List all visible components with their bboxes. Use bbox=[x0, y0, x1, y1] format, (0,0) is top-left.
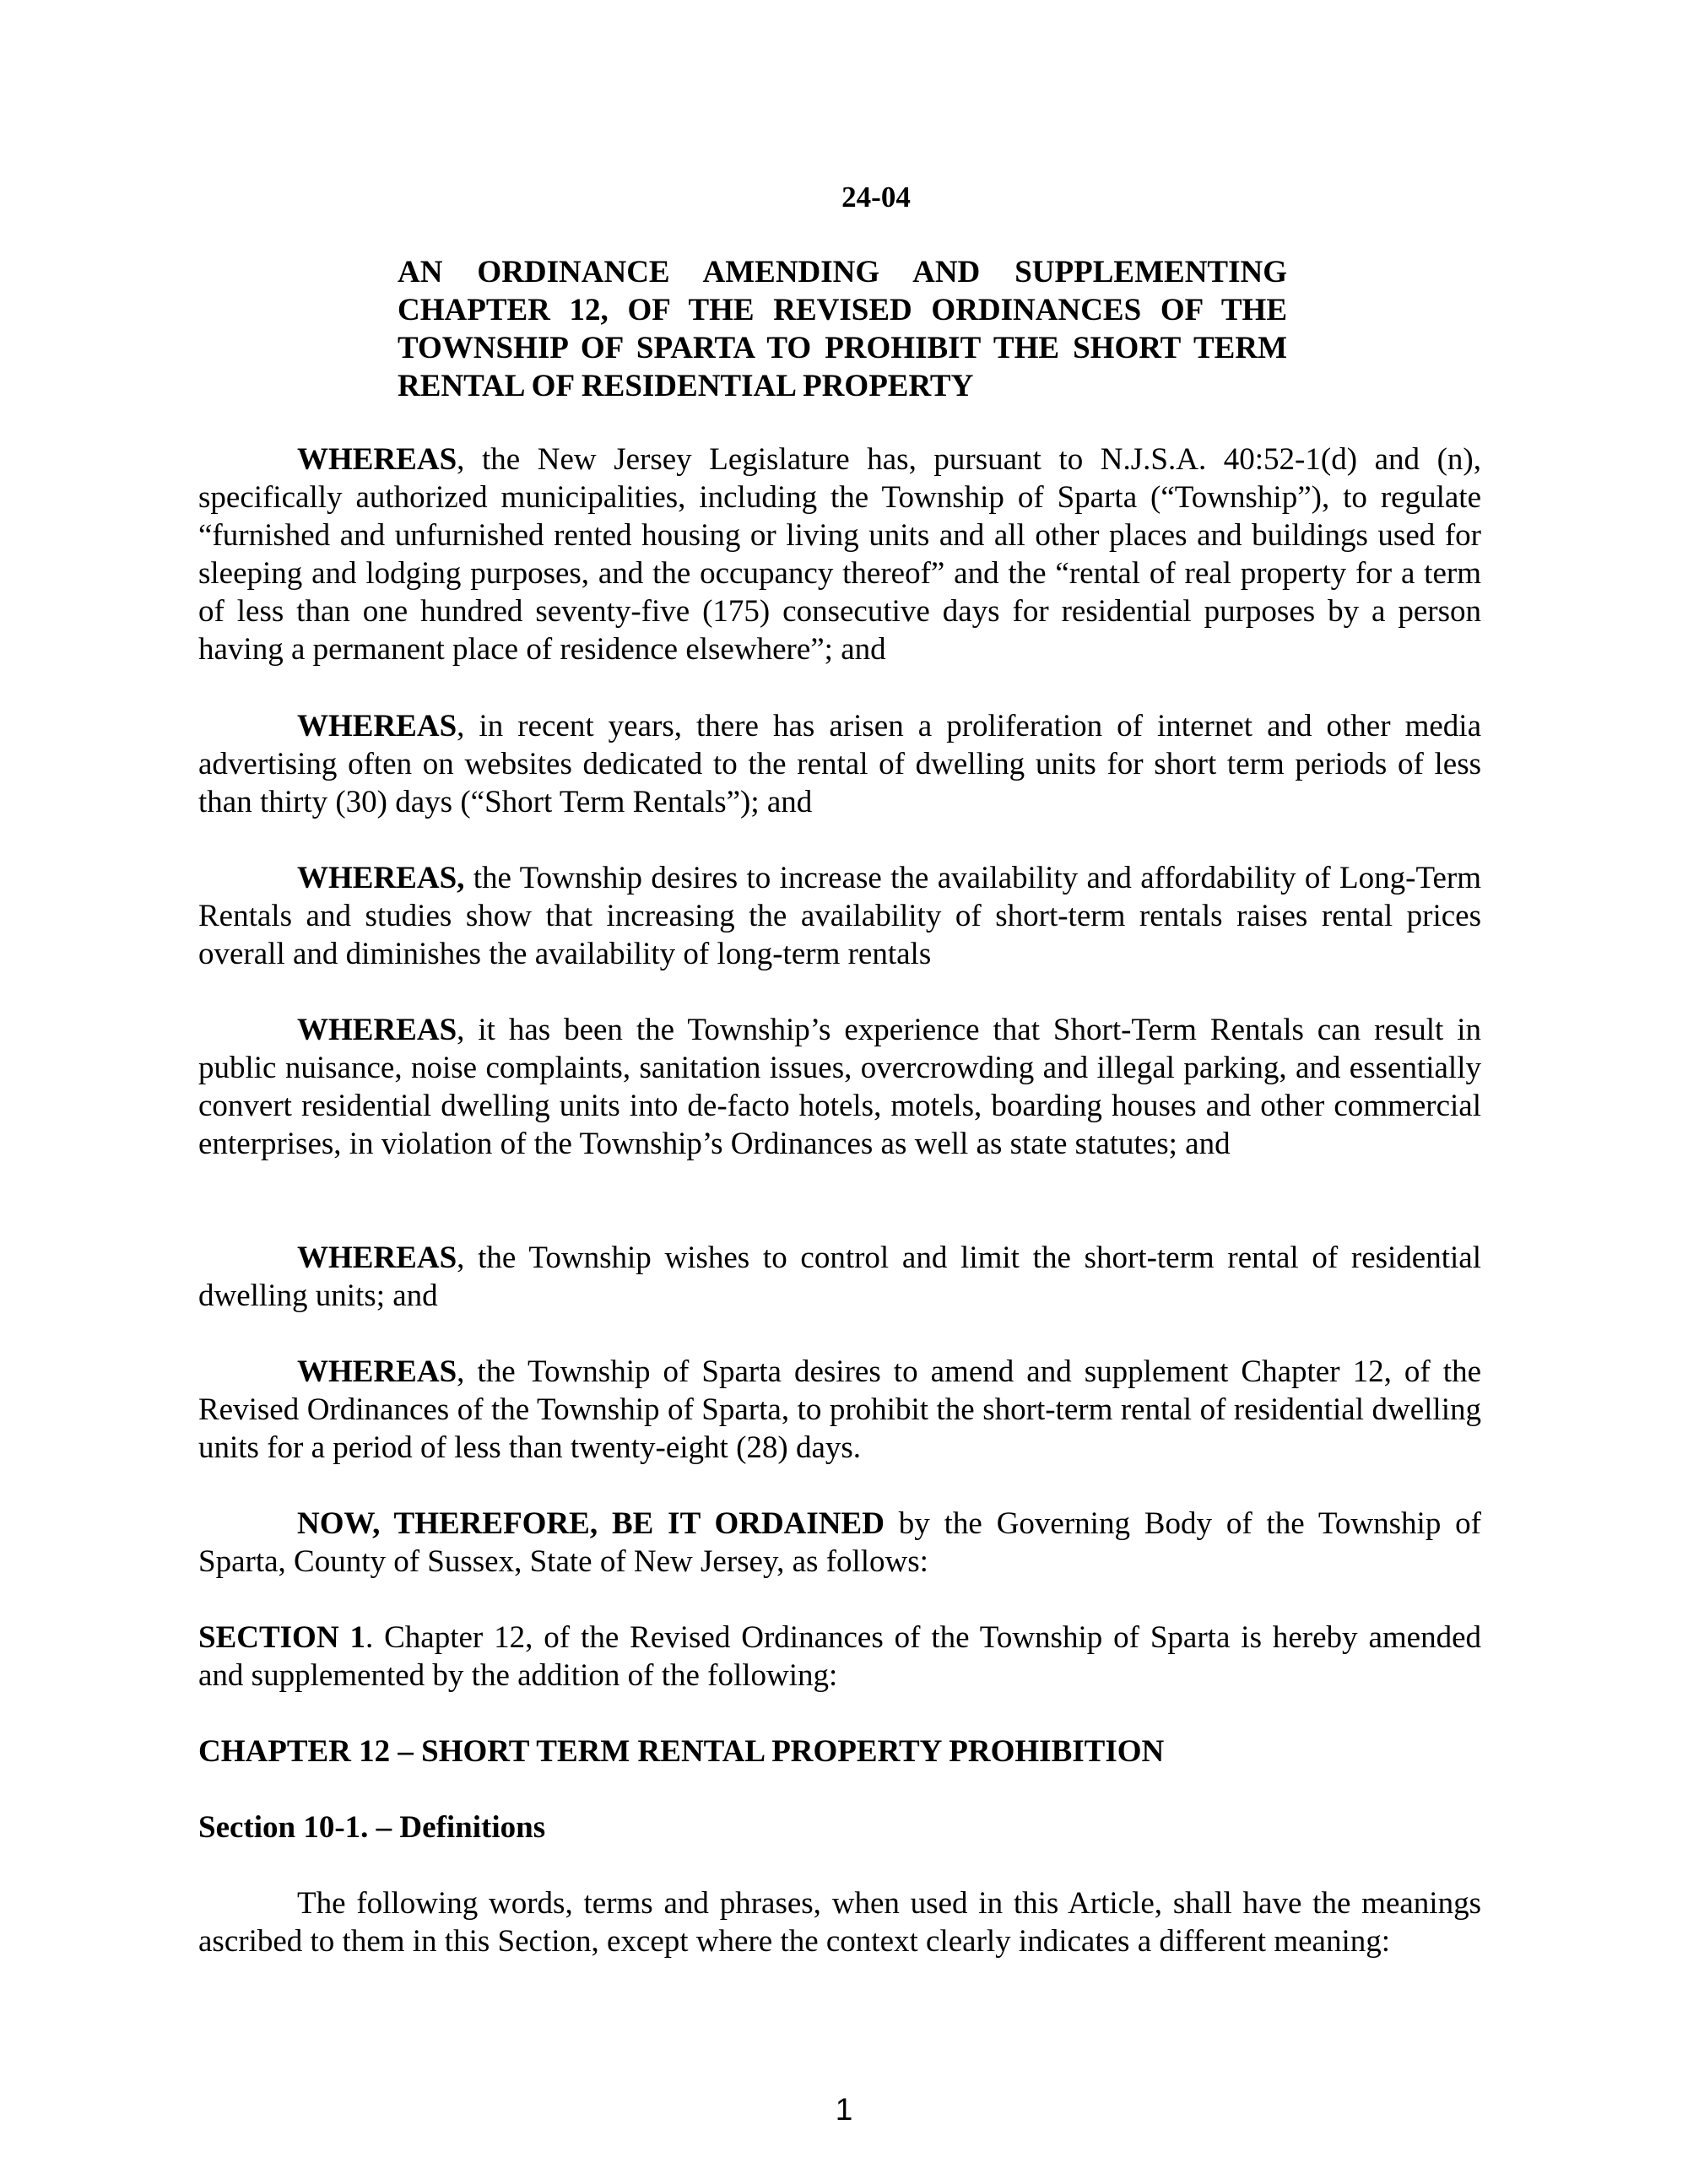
whereas-lead: WHEREAS bbox=[297, 709, 457, 743]
whereas-paragraph-5 bbox=[198, 1239, 1481, 1315]
definitions-intro-text: The following words, terms and phrases, when used in this Article, shall have the meanings ascribed to them in this Section, except where the context clearly indicates a different meaning: bbox=[198, 1886, 1481, 1959]
whereas-lead: WHEREAS bbox=[297, 1013, 457, 1047]
whereas-lead: WHEREAS bbox=[297, 1241, 457, 1275]
ordinance-title: AN ORDINANCE AMENDING AND SUPPLEMENTING CHAPTER 12, OF THE REVISED ORDINANCES OF THE TOWNSHIP OF SPARTA TO PROHIBIT THE SHORT TERM RENTAL OF RESIDENTIAL PROPERTY bbox=[398, 255, 1287, 403]
ordinance-number: 24-04 bbox=[841, 181, 911, 214]
ordained-text: by the Governing Body of the Township of Sparta, County of Sussex, State of New Jersey, as follows: bbox=[198, 1506, 1482, 1579]
whereas-lead: WHEREAS bbox=[297, 442, 457, 477]
ordained-paragraph bbox=[198, 1505, 1481, 1581]
chapter-heading: CHAPTER 12 – SHORT TERM RENTAL PROPERTY PROHIBITION bbox=[198, 1734, 1165, 1769]
whereas-text: the Township desires to increase the availability and affordability of Long-Term Rentals and studies show that increasing the availability of short-term rentals raises rental prices overall and diminishes the availability of long-term rentals bbox=[198, 861, 1481, 971]
whereas-text: , the Township of Sparta desires to amend and supplement Chapter 12, of the Revised Ordinances of the Township of Sparta, to prohibit the short-term rental of residential dwelling units for a period of less than twenty-eight (28) days. bbox=[198, 1354, 1481, 1465]
whereas-text: , the New Jersey Legislature has, pursuant to N.J.S.A. 40:52-1(d) and (n), specifically authorized municipalities, including the Township of Sparta (“Township”), to regulate “furnished and unfurnished rented housing or living units and all other places and buildings used for sleeping and lodging purposes, and the occupancy thereof” and the “rental of real property for a term of less than one hundred seventy-five (175) consecutive days for residential purposes by a person having a permanent place of residence elsewhere”; and bbox=[198, 442, 1481, 667]
whereas-lead: WHEREAS bbox=[297, 1354, 457, 1389]
whereas-text: , the Township wishes to control and limit the short-term rental of residential dwelling units; and bbox=[198, 1241, 1481, 1313]
whereas-paragraph-4 bbox=[198, 1011, 1481, 1163]
whereas-paragraph-3 bbox=[198, 859, 1481, 973]
whereas-text: , it has been the Township’s experience that Short-Term Rentals can result in public nuisance, noise complaints, sanitation issues, overcrowding and illegal parking, and essentially convert residential dwelling units into de-facto hotels, motels, boarding houses and other commercial enterprises, in violation of the Township’s Ordinances as well as state statutes; and bbox=[198, 1013, 1481, 1161]
whereas-text: , in recent years, there has arisen a proliferation of internet and other media advertising often on websites dedicated to the rental of dwelling units for short term periods of less than thirty (30) days (“Short Term Rentals”); and bbox=[198, 709, 1481, 819]
whereas-paragraph-1 bbox=[198, 441, 1481, 668]
whereas-paragraph-6 bbox=[198, 1353, 1481, 1467]
whereas-paragraph-2 bbox=[198, 707, 1481, 821]
section-1-paragraph bbox=[198, 1619, 1481, 1695]
section-1-text: . Chapter 12, of the Revised Ordinances of the Township of Sparta is hereby amended and supplemented by the addition of the following: bbox=[198, 1620, 1481, 1693]
section-1-lead: SECTION 1 bbox=[198, 1620, 365, 1655]
whereas-lead: WHEREAS, bbox=[297, 861, 465, 895]
definitions-intro-paragraph bbox=[198, 1884, 1481, 1960]
ordained-lead: NOW, THEREFORE, BE IT ORDAINED bbox=[297, 1506, 885, 1541]
section-heading: Section 10-1. – Definitions bbox=[198, 1810, 546, 1845]
page-number: 1 bbox=[835, 2092, 853, 2127]
